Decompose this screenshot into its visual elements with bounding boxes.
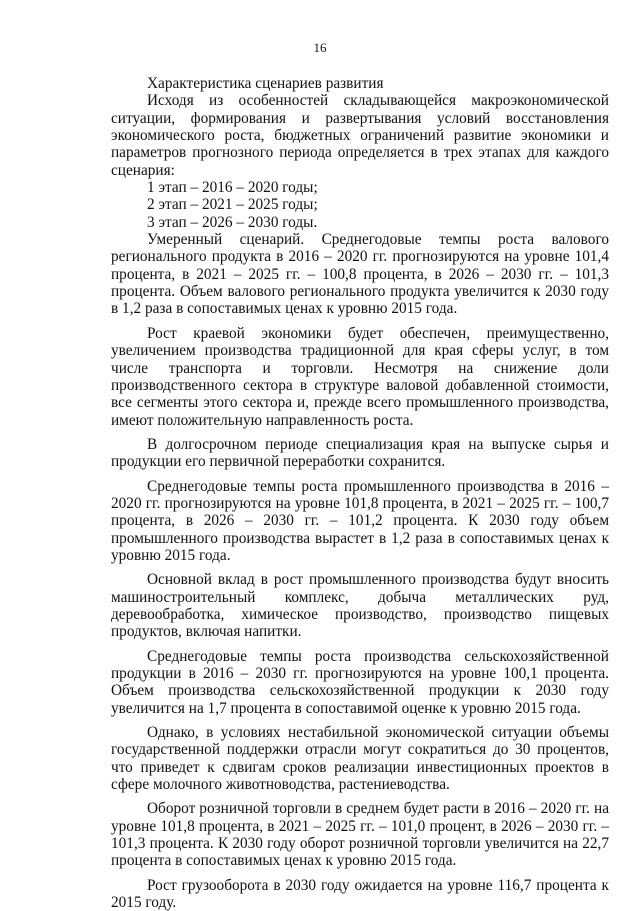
stage-list-item: 3 этап – 2026 – 2030 годы. — [147, 213, 318, 231]
industrial-growth-paragraph: Среднегодовые темпы роста промышленного производства в 2016 – 2020 гг. прогнозируются на уровне 101,8 процента, в 2021 – 2025 гг. – 100,7 процента, в 2026 – 2030 гг. – 101,2 процента. К 2030 году объем промышленного производства вырастет в 1,2 раза в сопоставимых ценах к уровню 2015 года. — [111, 477, 609, 564]
specialization-paragraph: В долгосрочном периоде специализация края на выпуске сырья и продукции его первичной переработки сохранится. — [111, 435, 609, 471]
section-heading: Характеристика сценариев развития — [147, 75, 384, 92]
agriculture-paragraph: Среднегодовые темпы роста производства сельскохозяйственной продукции в 2016 – 2030 гг. прогнозируются на уровне 100,1 процента. Объем производства сельскохозяйственной продукции к 2030 году увеличится на 1,7 процента в сопоставимой оценке к уровню 2015 года. — [111, 647, 609, 717]
industry-contribution-paragraph: Основной вклад в рост промышленного производства будут вносить машиностроительный комплекс, добыча металлических руд, деревообработка, химическое производство, производство пищевых продуктов, включая напитки. — [111, 571, 609, 641]
freight-paragraph: Рост грузооборота в 2030 году ожидается на уровне 116,7 процента к 2015 году. — [111, 876, 609, 911]
stage-list-item: 1 этап – 2016 – 2020 годы; — [147, 179, 318, 197]
intro-paragraph: Исходя из особенностей складывающейся макроэкономической ситуации, формирования и развертывания условий восстановления экономического роста, бюджетных ограничений развитие экономики и параметров прогнозного периода определяется в трех этапах для каждого сценария: — [111, 92, 609, 179]
state-support-paragraph: Однако, в условиях нестабильной экономической ситуации объемы государственной поддержки отрасли могут сократиться до 30 процентов, что приведет к сдвигам сроков реализации инвестиционных проектов в сфере молочного животноводства, растениеводства. — [111, 724, 609, 794]
stage-list-item: 2 этап – 2021 – 2025 годы; — [147, 196, 318, 214]
retail-paragraph: Оборот розничной торговли в среднем будет расти в 2016 – 2020 гг. на уровне 101,8 процента, в 2021 – 2025 гг. – 101,0 процент, в 2026 – 2030 гг. – 101,3 процента. К 2030 году оборот розничной торговли увеличится на 22,7 процента в сопоставимых ценах к уровню 2015 года. — [111, 800, 609, 870]
economy-growth-paragraph: Рост краевой экономики будет обеспечен, преимущественно, увеличением производства традиционной для края сферы услуг, в том числе транспорта и торговли. Несмотря на снижение доли производственного сектора в структуре валовой добавленной стоимости, все сегменты этого сектора и, прежде всего промышленного производства, имеют положительную направленность роста. — [111, 324, 609, 429]
document-body — [111, 75, 609, 911]
moderate-scenario-paragraph: Умеренный сценарий. Среднегодовые темпы роста валового регионального продукта в 2016 – 2020 гг. прогнозируются на уровне 101,4 процента, в 2021 – 2025 гг. – 100,8 процента, в 2026 – 2030 гг. – 101,3 процента. Объем валового регионального продукта увеличится к 2030 году в 1,2 раза в сопоставимых ценах к уровню 2015 года. — [111, 231, 609, 318]
page-number: 16 — [313, 40, 327, 55]
